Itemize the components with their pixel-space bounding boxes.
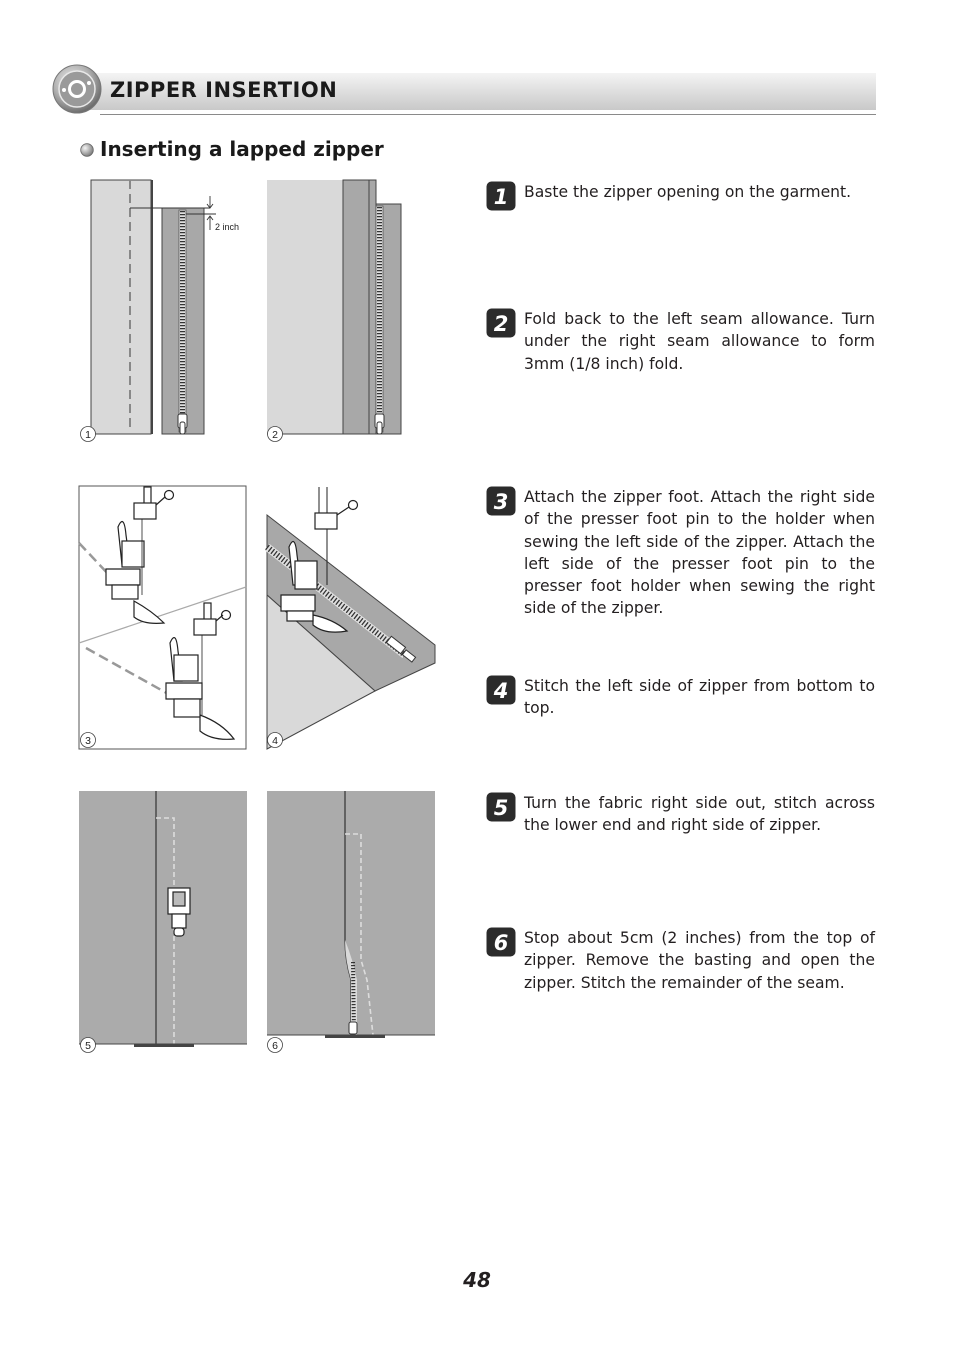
figure-4 xyxy=(265,485,437,751)
page-number: 48 xyxy=(463,1268,491,1292)
step-number-badge xyxy=(486,675,516,705)
step-number-badge xyxy=(486,308,516,338)
header-rule xyxy=(100,114,876,115)
svg-text:1: 1 xyxy=(493,185,509,209)
step-text: Stitch the left side of zipper from bottom to top. xyxy=(524,677,875,718)
svg-text:5: 5 xyxy=(493,796,509,820)
figure-6 xyxy=(265,790,437,1056)
step-number-badge xyxy=(486,792,516,822)
svg-text:4: 4 xyxy=(493,679,509,703)
figure-label: 1 xyxy=(85,429,91,441)
section-title: Inserting a lapped zipper xyxy=(100,137,384,161)
svg-text:3: 3 xyxy=(493,490,509,514)
svg-text:6: 6 xyxy=(493,931,509,955)
bobbin-icon xyxy=(51,63,103,115)
svg-text:2: 2 xyxy=(493,312,509,336)
step-number-badge xyxy=(486,927,516,957)
figure-3 xyxy=(78,485,250,751)
page-title: ZIPPER INSERTION xyxy=(110,78,338,102)
bullet-icon xyxy=(80,143,94,157)
step-text: Attach the zipper foot. Attach the right side of the presser foot pin to the holder when sewing the left side of the zipper. Attach the left side of the presser foot pin to the presser foot holder when sewing the right side of the zipper. xyxy=(524,488,875,618)
figure-label: 5 xyxy=(85,1040,91,1052)
step-text: Turn the fabric right side out, stitch across the lower end and right side of zipper. xyxy=(524,794,875,835)
figure-label: 4 xyxy=(272,735,278,747)
figure-label: 3 xyxy=(85,735,91,747)
step-number-badge xyxy=(486,181,516,211)
figure-1 xyxy=(78,178,250,446)
figure-label: 6 xyxy=(272,1040,278,1052)
step-text: Stop about 5cm (2 inches) from the top of zipper. Remove the basting and open the zipper. Stitch the remainder of the seam. xyxy=(524,929,875,992)
figure-5 xyxy=(78,790,250,1056)
figure-2 xyxy=(265,178,437,446)
step-text: Baste the zipper opening on the garment. xyxy=(524,183,852,201)
figure-label: 2 xyxy=(272,429,278,441)
step-number-badge xyxy=(486,486,516,516)
step-text: Fold back to the left seam allowance. Turn under the right seam allowance to form 3mm (1/8 inch) fold. xyxy=(524,310,875,373)
dimension-label: 2 inch xyxy=(215,222,240,232)
